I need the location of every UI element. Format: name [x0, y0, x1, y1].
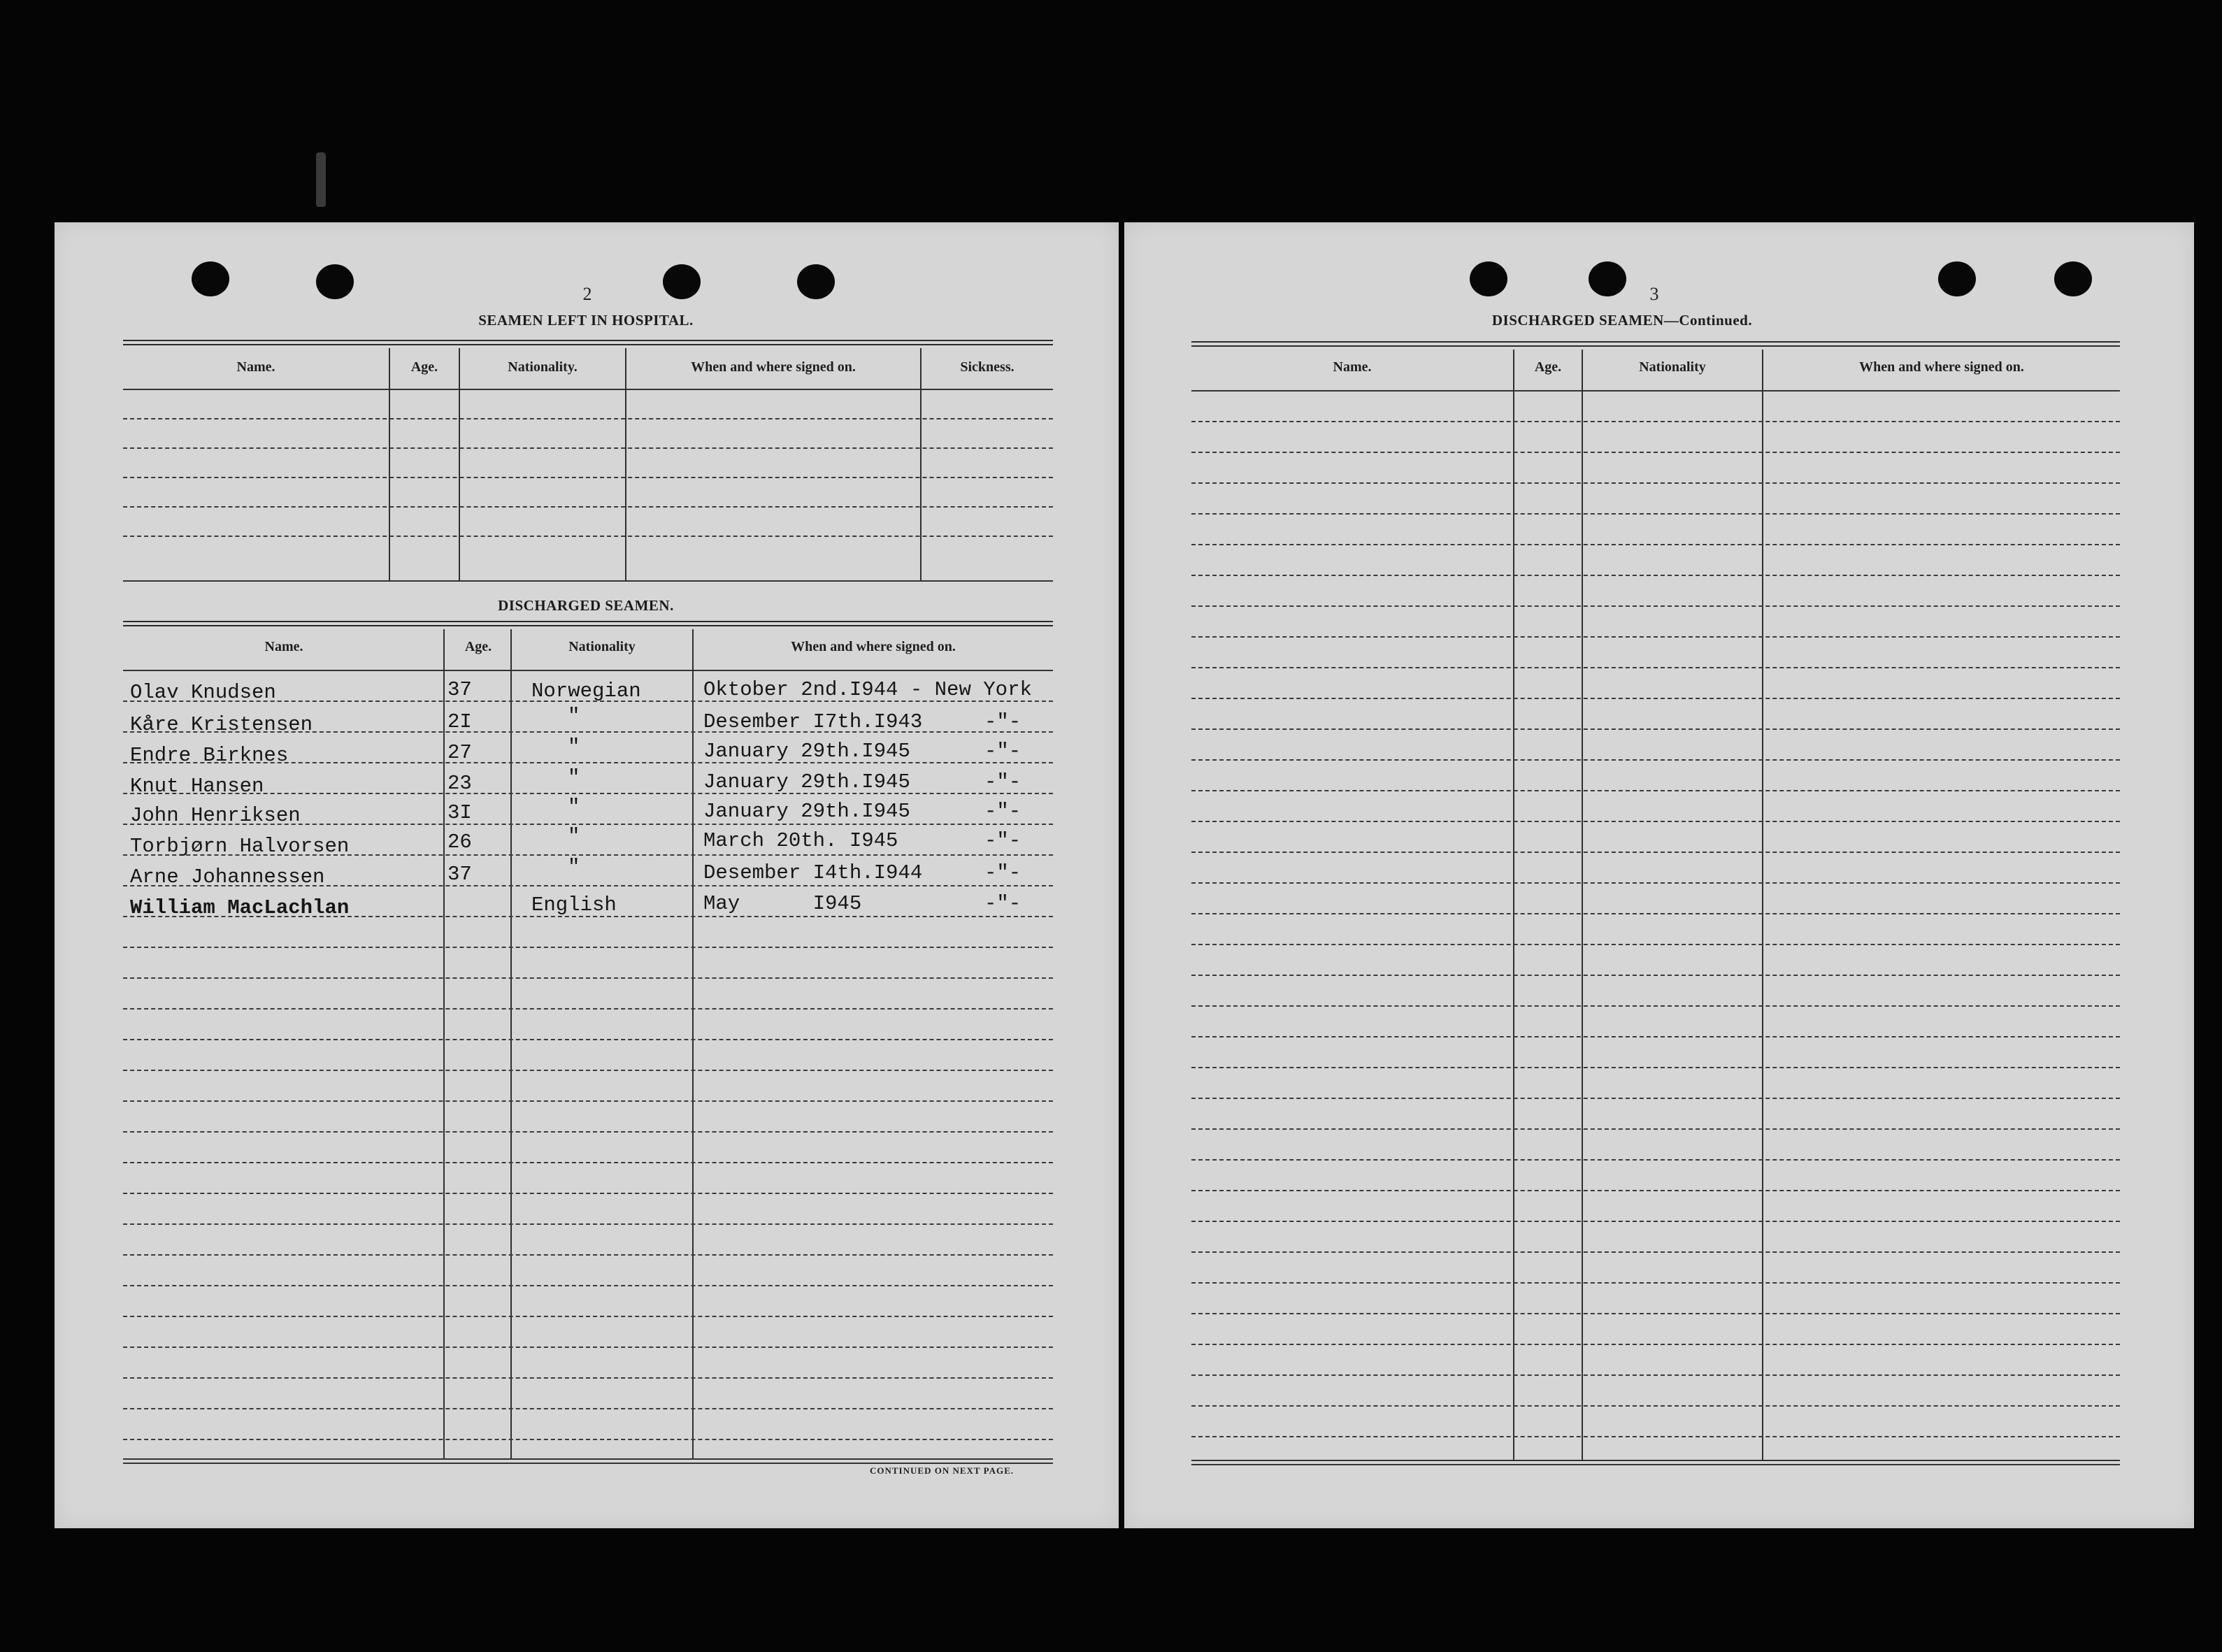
- row-ditto: -"-: [984, 770, 1022, 793]
- row-ditto: -"-: [984, 861, 1022, 884]
- ruled-line: [1191, 667, 2120, 668]
- row-nationality: ": [568, 766, 580, 789]
- right-col-age: Age.: [1534, 359, 1562, 375]
- ruled-line: [1191, 636, 2120, 638]
- punch-hole: [663, 264, 701, 299]
- right-col-signed-on: When and where signed on.: [1859, 359, 2024, 375]
- discharged-col-nationality: Nationality: [568, 639, 636, 654]
- ruled-line: [123, 977, 1053, 979]
- row-name: Knut Hansen: [130, 775, 264, 798]
- ruled-line: [123, 1254, 1053, 1256]
- row-age: 27: [447, 741, 472, 764]
- row-name: Olav Knudsen: [130, 681, 276, 704]
- ruled-line: [1191, 575, 2120, 576]
- punch-hole: [797, 264, 835, 299]
- ruled-line: [123, 1193, 1053, 1194]
- hospital-col-name: Name.: [236, 359, 275, 375]
- right-col-name: Name.: [1333, 359, 1372, 375]
- row-signed-on: May I945: [703, 892, 862, 915]
- ruled-line: [123, 1377, 1053, 1379]
- row-signed-on: Desember I4th.I944: [703, 861, 923, 884]
- hospital-col-sickness: Sickness.: [960, 359, 1015, 375]
- ruled-line: [123, 1346, 1053, 1348]
- ruled-line: [1191, 944, 2120, 945]
- row-name: William MacLachlan: [130, 896, 350, 919]
- ruled-line: [1191, 728, 2120, 730]
- ruled-line: [123, 1131, 1053, 1133]
- ruled-line: [1191, 913, 2120, 914]
- ruled-line: [1191, 1282, 2120, 1284]
- ruled-line: [1191, 1190, 2120, 1191]
- ruled-line: [123, 1039, 1053, 1040]
- tape-mark: [316, 152, 326, 207]
- discharged-col-name: Name.: [264, 639, 303, 654]
- row-name: John Henriksen: [130, 804, 301, 827]
- punch-hole: [192, 261, 229, 296]
- ruled-line: [1191, 790, 2120, 791]
- ruled-line: [1191, 452, 2120, 453]
- ruled-line: [1191, 698, 2120, 699]
- punch-hole: [1470, 261, 1507, 296]
- row-age: 37: [447, 863, 472, 886]
- ruled-line: [1191, 1005, 2120, 1007]
- continued-note: CONTINUED ON NEXT PAGE.: [870, 1465, 1014, 1476]
- row-ditto: -"-: [984, 740, 1022, 763]
- punch-hole: [316, 264, 354, 299]
- row-age: 37: [447, 678, 472, 701]
- right-page: [1124, 222, 2194, 1528]
- row-signed-on: March 20th. I945: [703, 829, 898, 852]
- ruled-line: [123, 947, 1053, 948]
- ruled-line: [1191, 1098, 2120, 1099]
- hospital-col-signed-on: When and where signed on.: [691, 359, 856, 375]
- ruled-line: [123, 1008, 1053, 1010]
- row-age: 26: [447, 831, 472, 854]
- row-ditto: -"-: [984, 892, 1022, 915]
- row-signed-on: January 29th.I945: [703, 740, 910, 763]
- ruled-line: [1191, 482, 2120, 484]
- row-nationality: ": [568, 825, 580, 848]
- ruled-line: [123, 1162, 1053, 1163]
- ruled-line: [123, 1408, 1053, 1409]
- ruled-line: [1191, 1036, 2120, 1037]
- right-col-nationality: Nationality: [1639, 359, 1706, 375]
- ruled-line: [123, 1285, 1053, 1286]
- row-nationality: English: [531, 893, 617, 917]
- ruled-line: [1191, 1251, 2120, 1253]
- row-name: Arne Johannessen: [130, 865, 325, 889]
- row-signed-on: Desember I7th.I943: [703, 710, 923, 733]
- ruled-line: [1191, 821, 2120, 822]
- row-signed-on: January 29th.I945: [703, 770, 910, 793]
- discharged-col-age: Age.: [464, 639, 492, 654]
- row-nationality: Norwegian: [531, 680, 641, 703]
- row-nationality: ": [568, 856, 580, 879]
- ruled-line: [1191, 975, 2120, 976]
- ruled-line: [1191, 1159, 2120, 1161]
- ruled-line: [1191, 1344, 2120, 1345]
- page-number: 3: [1649, 284, 1659, 304]
- row-age: 23: [447, 772, 472, 795]
- punch-hole: [1938, 261, 1976, 296]
- discharged-section-title: DISCHARGED SEAMEN.: [498, 597, 674, 614]
- ruled-line: [1191, 1128, 2120, 1130]
- ruled-line: [1191, 882, 2120, 884]
- row-ditto: -"-: [984, 800, 1022, 823]
- ruled-line: [123, 1316, 1053, 1317]
- row-ditto: -"-: [984, 710, 1022, 733]
- ruled-line: [123, 1439, 1053, 1440]
- punch-hole: [1589, 261, 1626, 296]
- punch-hole: [2054, 261, 2092, 296]
- ruled-line: [1191, 544, 2120, 545]
- row-signed-on: January 29th.I945: [703, 800, 910, 823]
- row-name: Kåre Kristensen: [130, 713, 313, 736]
- row-ditto: -"-: [984, 829, 1022, 852]
- page-title: DISCHARGED SEAMEN—Continued.: [1491, 312, 1753, 329]
- ruled-line: [1191, 1405, 2120, 1407]
- ruled-line: [1191, 1221, 2120, 1222]
- ruled-line: [123, 1100, 1053, 1102]
- hospital-col-nationality: Nationality.: [508, 359, 578, 375]
- ruled-line: [1191, 1313, 2120, 1314]
- row-nationality: ": [568, 796, 580, 819]
- ruled-line: [1191, 852, 2120, 853]
- ruled-line: [1191, 1067, 2120, 1068]
- row-name: Torbjørn Halvorsen: [130, 835, 350, 858]
- ruled-line: [1191, 759, 2120, 761]
- discharged-col-signed-on: When and where signed on.: [791, 639, 956, 654]
- left-page: [55, 222, 1119, 1528]
- row-nationality: ": [568, 705, 580, 728]
- row-age: 3I: [447, 801, 472, 824]
- hospital-col-age: Age.: [410, 359, 438, 375]
- ruled-line: [1191, 605, 2120, 607]
- ruled-line: [123, 1223, 1053, 1225]
- page-number: 2: [582, 284, 592, 304]
- ruled-line: [123, 1070, 1053, 1071]
- ruled-line: [1191, 1436, 2120, 1437]
- row-age: 2I: [447, 710, 472, 733]
- ruled-line: [1191, 513, 2120, 515]
- ruled-line: [1191, 421, 2120, 422]
- row-name: Endre Birknes: [130, 744, 289, 767]
- row-nationality: ": [568, 735, 580, 759]
- row-signed-on: Oktober 2nd.I944 - New York: [703, 678, 1032, 701]
- ruled-line: [1191, 1374, 2120, 1376]
- hospital-section-title: SEAMEN LEFT IN HOSPITAL.: [478, 312, 694, 329]
